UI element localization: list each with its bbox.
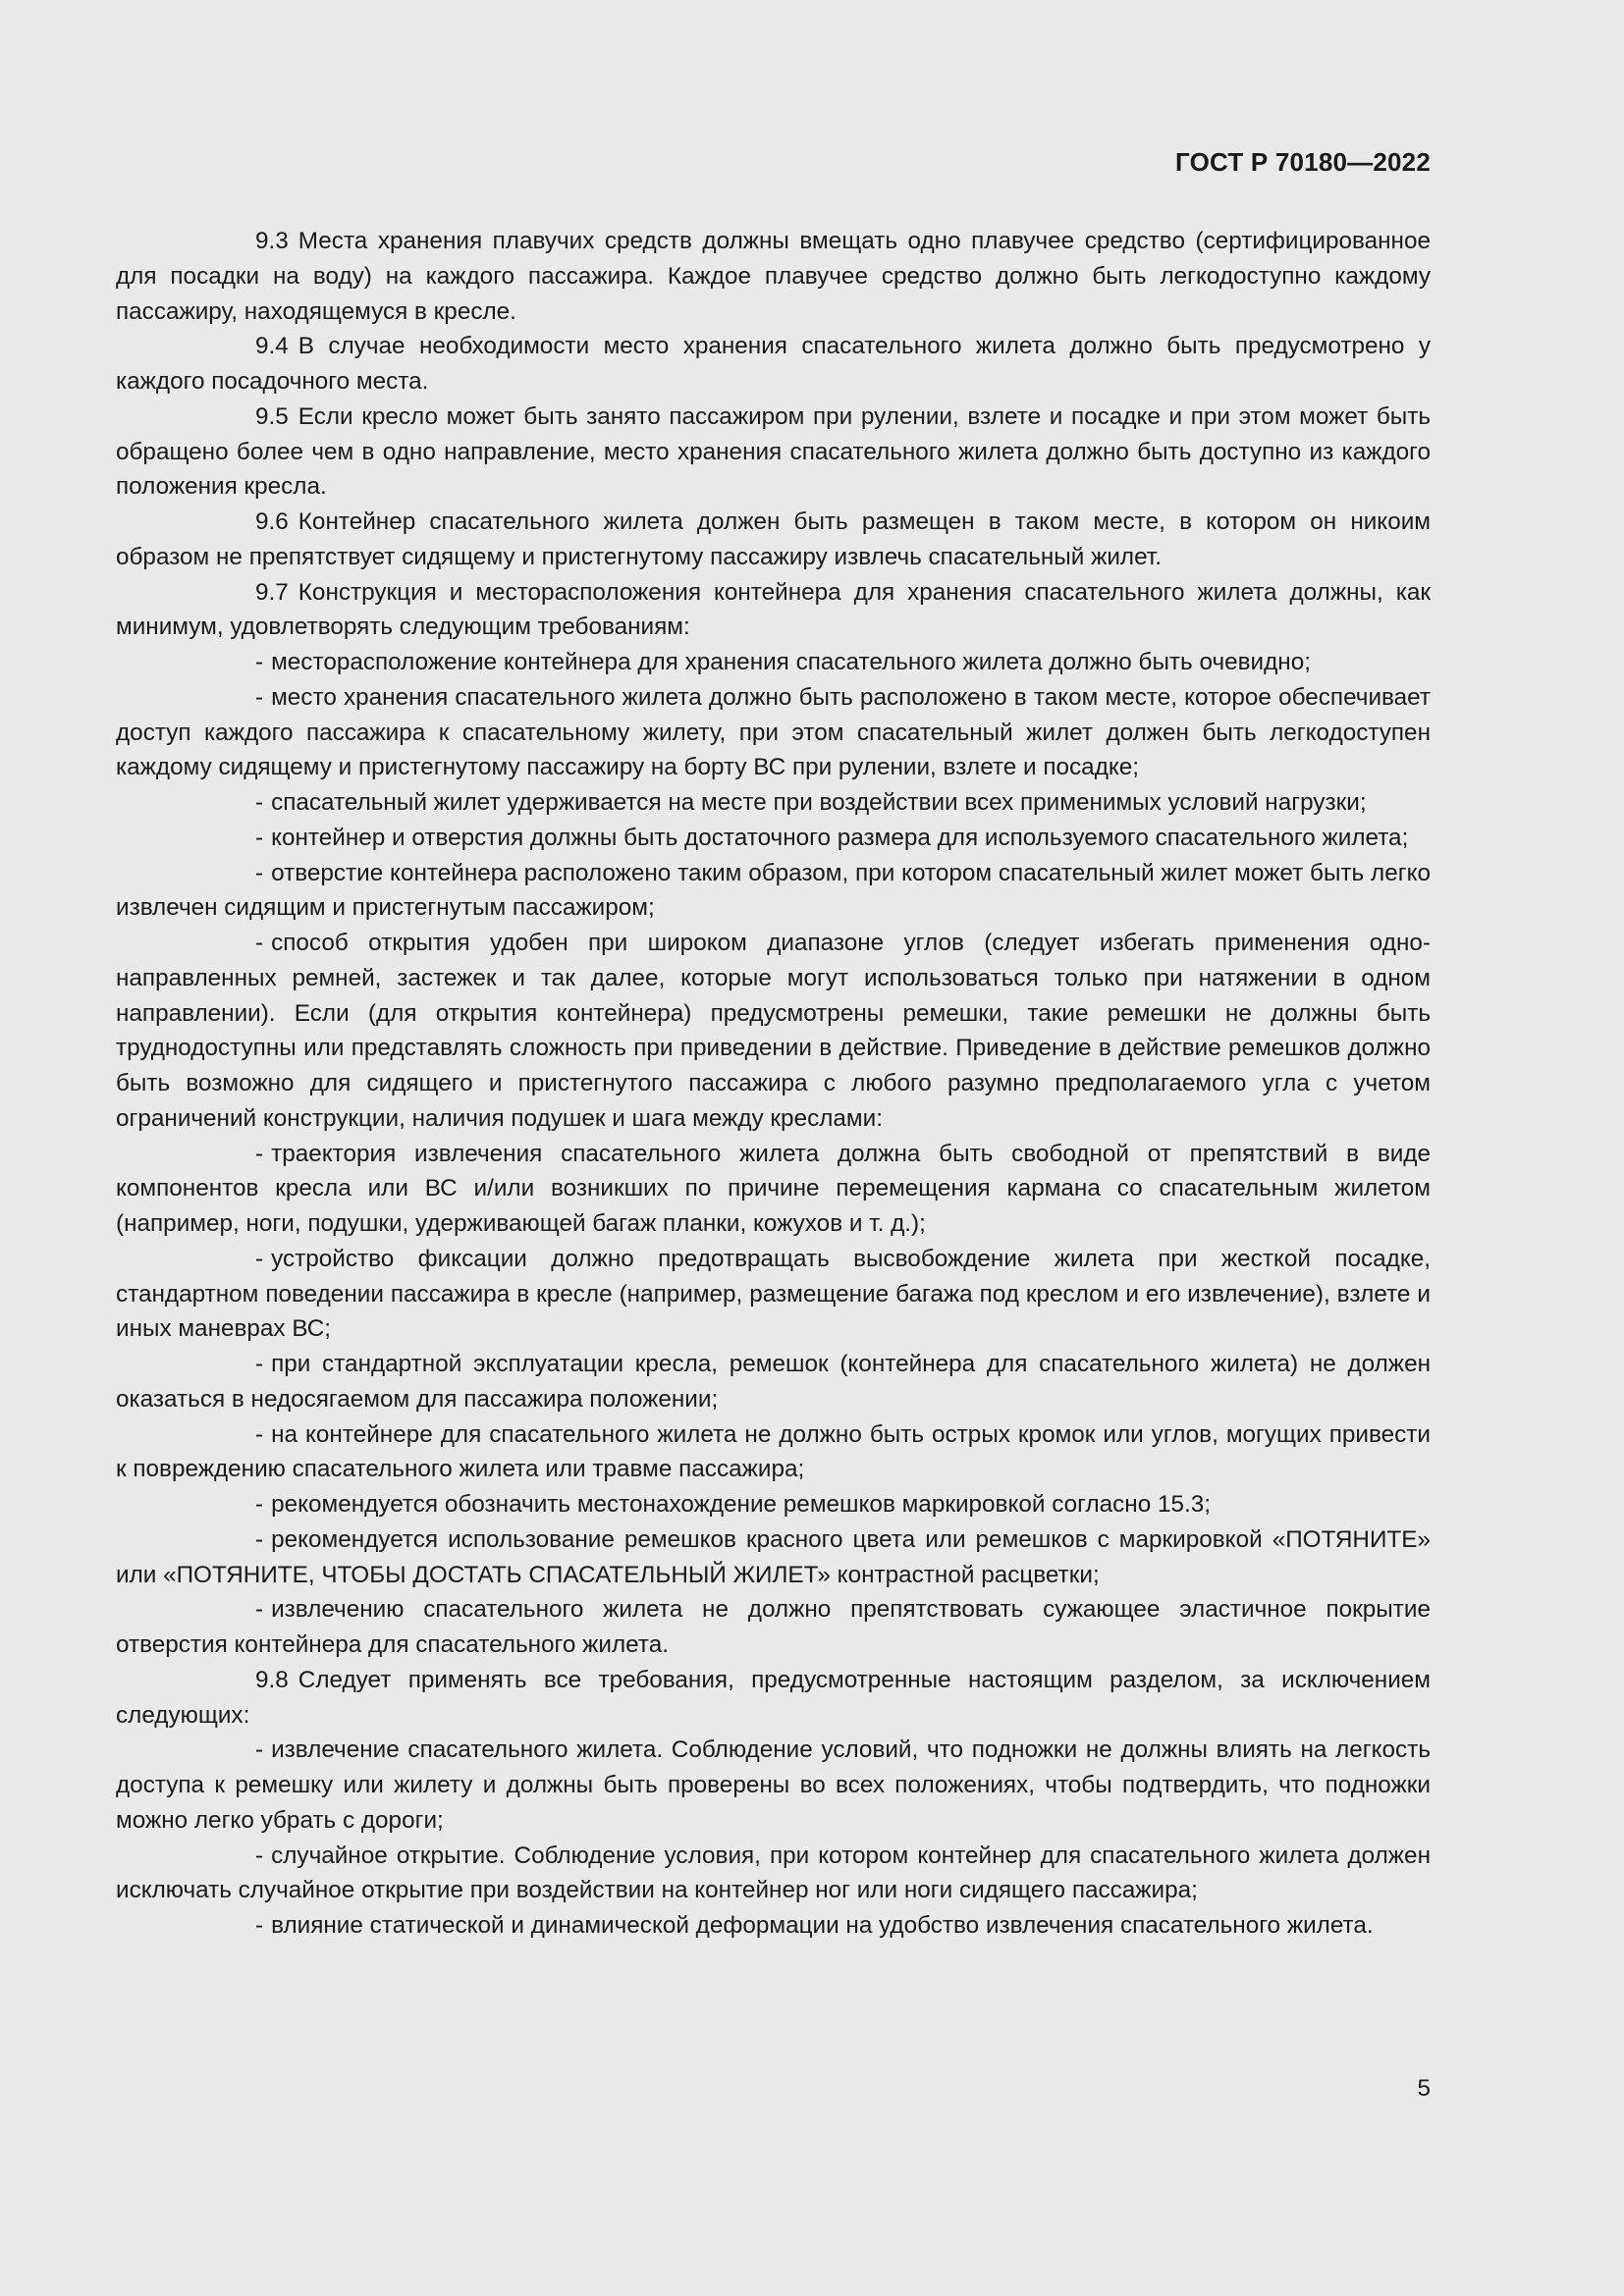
list-item	[116, 856, 1431, 927]
list-dash: -	[255, 649, 264, 675]
list-item	[116, 1592, 1431, 1663]
clause-9-5	[116, 400, 1431, 505]
list-dash: -	[255, 1245, 264, 1272]
clause-9-4	[116, 329, 1431, 400]
list-item	[116, 1522, 1431, 1593]
clause-number: 9.3	[255, 228, 289, 254]
list-dash: -	[255, 824, 264, 851]
list-dash: -	[255, 1912, 264, 1939]
clause-text: Конструкция и месторасположения контейнера для хранения спасательного жилета должны, как минимум, удовлетворять следующим требованиям:	[116, 578, 1431, 641]
list-dash: -	[255, 1351, 264, 1377]
list-item	[116, 680, 1431, 785]
list-dash: -	[255, 1842, 264, 1869]
list-item-text: рекомендуется использование ремешков красного цвета или ремешков с маркировкой «ПОТЯНИТЕ» или «ПОТЯНИТЕ, ЧТОБЫ ДОСТАТЬ СПАСАТЕЛЬНЫЙ ЖИЛЕТ» контрастной расцветки;	[116, 1525, 1431, 1588]
page-number: 5	[1417, 2075, 1431, 2102]
list-item	[116, 1839, 1431, 1909]
list-dash: -	[255, 930, 264, 956]
clause-text: Если кресло может быть занято пассажиром при рулении, взлете и посадке и при этом может быть обращено более чем в одно направление, место хранения спасательного жилета должно быть доступно из каждого положения кресла.	[116, 402, 1431, 501]
list-item-text: случайное открытие. Соблюдение условия, при котором контейнер для спасательного жилета должен исключать случайное открытие при воздействии на контейнер ног или ноги сидящего пассажира;	[116, 1842, 1431, 1904]
clause-number: 9.5	[255, 402, 289, 430]
clause-9-6	[116, 505, 1431, 575]
list-item-text: устройство фиксации должно предотвращать высвобождение жилета при жесткой посадке, стандартном поведении пассажира в кресле (например, размещение багажа под креслом и его извлечение), взлете и иных маневрах ВС;	[116, 1245, 1431, 1343]
list-item	[116, 821, 1431, 856]
list-item	[116, 1347, 1431, 1417]
clause-text: Контейнер спасательного жилета должен быть размещен в таком месте, в котором он никоим образом не препятствует сидящему и пристегнутому пассажиру извлечь спасательный жилет.	[116, 508, 1431, 570]
clause-text: В случае необходимости место хранения спасательного жилета должно быть предусмотрено у каждого посадочного места.	[116, 333, 1431, 395]
list-dash: -	[255, 683, 264, 711]
clause-text: Следует применять все требования, предусмотренные настоящим разделом, за исключением следующих:	[116, 1666, 1431, 1729]
list-dash: -	[255, 1420, 264, 1448]
list-item-text: отверстие контейнера расположено таким образом, при котором спасательный жилет может быть легко извлечен сидящим и пристегнутым пассажиром;	[116, 859, 1431, 922]
list-dash: -	[255, 1491, 264, 1518]
list-item	[116, 785, 1431, 821]
list-item-text: место хранения спасательного жилета должно быть расположено в таком месте, которое обеспечивает доступ каждого пассажира к спасательному жилету, при этом спасательный жилет должен быть легкодоступен каждому сидящему и пристегнутому пассажиру на борту ВС при рулении, взлете и посадке;	[116, 683, 1431, 781]
list-dash: -	[255, 1140, 264, 1167]
list-dash: -	[255, 789, 264, 816]
clause-text: Места хранения плавучих средств должны вмещать одно плавучее средство (сертифицированное для посадки на воду) на каждого пассажира. Каждое плавучее средство должно быть легкодоступно каждому пассажиру, находящемуся в кресле.	[116, 228, 1431, 325]
list-item-text: влияние статической и динамической деформации на удобство извлечения спасательного жилета.	[271, 1912, 1374, 1939]
list-item	[116, 645, 1431, 680]
clause-9-7	[116, 575, 1431, 646]
clause-number: 9.8	[255, 1666, 289, 1693]
list-item-text: контейнер и отверстия должны быть достаточного размера для используемого спасательного жилета;	[271, 824, 1409, 851]
list-item	[116, 1417, 1431, 1488]
list-dash: -	[255, 1525, 264, 1553]
list-item-text: извлечение спасательного жилета. Соблюдение условий, что подножки не должны влиять на легкость доступа к ремешку или жилету и должны быть проверены во всех положениях, чтобы подтвердить, что подножки можно легко убрать с дороги;	[116, 1736, 1431, 1834]
document-body	[116, 224, 1431, 1944]
list-item	[116, 1733, 1431, 1838]
list-item	[116, 1487, 1431, 1522]
list-item	[116, 926, 1431, 1137]
list-dash: -	[255, 859, 264, 886]
list-dash: -	[255, 1596, 264, 1624]
list-item-text: на контейнере для спасательного жилета не должно быть острых кромок или углов, могущих привести к повреждению спасательного жилета или травме пассажира;	[116, 1420, 1431, 1483]
list-item	[116, 1908, 1431, 1944]
clause-number: 9.6	[255, 508, 289, 535]
list-item-text: рекомендуется обозначить местонахождение ремешков маркировкой согласно 15.3;	[271, 1491, 1212, 1518]
list-item-text: месторасположение контейнера для хранения спасательного жилета должно быть очевидно;	[271, 649, 1311, 675]
clause-9-8	[116, 1663, 1431, 1734]
list-item-text: траектория извлечения спасательного жилета должна быть свободной от препятствий в виде компонентов кресла или ВС и/или возникших по причине перемещения кармана со спасательным жилетом (например, ноги, подушки, удерживающей багаж планки, кожухов и т. д.);	[116, 1140, 1431, 1237]
list-item-text: способ открытия удобен при широком диапазоне углов (следует избегать применения однонаправленных ремней, застежек и так далее, которые могут использоваться только при натяжении в одном направлении). Если (для открытия контейнера) предусмотрены ремешки, такие ремешки не должны быть труднодоступны или представлять сложность при приведении в действие. Приведение в действие ремешков должно быть возможно для сидящего и пристегнутого пассажира с любого разумно предполагаемого угла с учетом ограничений конструкции, наличия подушек и шага между креслами:	[116, 930, 1431, 1132]
list-item	[116, 1137, 1431, 1242]
list-item-text: извлечению спасательного жилета не должно препятствовать сужающее эластичное покрытие отверстия контейнера для спасательного жилета.	[116, 1596, 1431, 1658]
list-item-text: при стандартной эксплуатации кресла, ремешок (контейнера для спасательного жилета) не должен оказаться в недосягаемом для пассажира положении;	[116, 1351, 1431, 1413]
clause-number: 9.7	[255, 578, 289, 606]
clause-number: 9.4	[255, 333, 289, 360]
list-item	[116, 1242, 1431, 1347]
document-header: ГОСТ Р 70180—2022	[1175, 147, 1431, 177]
clause-9-3	[116, 224, 1431, 329]
list-dash: -	[255, 1736, 264, 1764]
list-item-text: спасательный жилет удерживается на месте при воздействии всех применимых условий нагрузки;	[271, 789, 1367, 816]
